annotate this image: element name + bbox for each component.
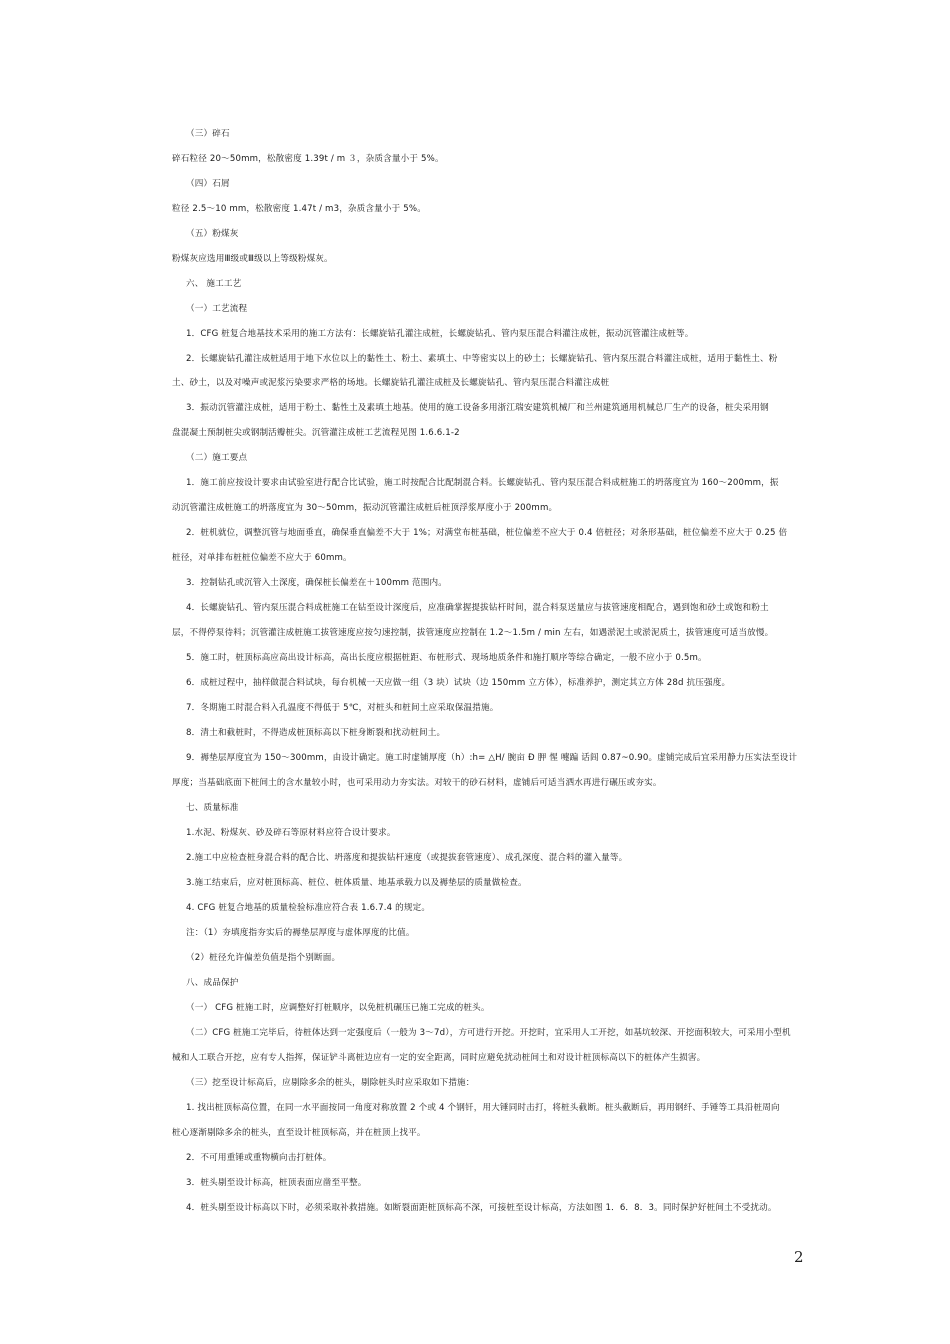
text-line: 8．清土和截桩时，不得造成桩顶标高以下桩身断裂和扰动桩间土。 [186,728,446,738]
text-line: 5．施工时，桩顶标高应高出设计标高，高出长度应根据桩距、布桩形式、现场地质条件和施打顺序等综合确定，一般不应小于 0.5m。 [186,653,707,663]
text-line: 土、砂土，以及对噪声或泥浆污染要求严格的场地。长螺旋钻孔灌注成桩及长螺旋钻孔、管内泵压混合料灌注成桩 [172,378,610,388]
text-line: （三）挖至设计标高后，应剔除多余的桩头，剔除桩头时应采取如下措施： [186,1078,475,1088]
text-line: （二）CFG 桩施工完毕后，待桩体达到一定强度后（一般为 3～7d），方可进行开挖。开挖时，宜采用人工开挖，如基坑较深、开挖面积较大，可采用小型机 [186,1028,791,1038]
text-line: 2.施工中应检查桩身混合料的配合比、坍落度和提拔钻杆速度（或提拔套管速度）、成孔深度、混合料的灌入量等。 [186,853,628,863]
text-line: 粒径 2.5～10 mm，松散密度 1.47t / m3，杂质含量小于 5%。 [172,204,426,214]
text-line: 械和人工联合开挖，应有专人指挥，保证铲斗离桩边应有一定的安全距离，同时应避免扰动桩间土和对设计桩顶标高以下的桩体产生损害。 [172,1053,706,1063]
text-line: 桩径，对单排布桩桩位偏差不应大于 60mm。 [172,553,352,563]
text-line: 厚度；当基础底面下桩间土的含水量较小时，也可采用动力夯实法。对较干的砂石材料，虚铺后可适当洒水再进行碾压或夯实。 [172,778,662,788]
text-line: 9．褥垫层厚度宜为 150～300mm，由设计确定。施工时虚铺厚度（h）:h= △H/ 腕亩 Ð 胛 惺 嚏蹁 话闾 0.87~0.90。虚铺完成后宜采用静力压实法至设计 [186,753,798,763]
text-line: 八、成品保护 [186,978,239,988]
text-line: （2）桩径允许偏差负值是指个别断面。 [186,953,341,963]
text-line: 动沉管灌注成桩施工的坍落度宜为 30～50mm，振动沉管灌注成桩后桩顶浮浆厚度小于 200mm。 [172,503,558,513]
text-line: （四）石屑 [186,179,230,189]
text-line: 碎石粒径 20～50mm，松散密度 1.39t / m ３，杂质含量小于 5%。 [172,154,444,164]
text-line: 注：（1）夯填度指夯实后的褥垫层厚度与虚体厚度的比值。 [186,928,415,938]
text-line: 层，不得停泵待料；沉管灌注成桩施工拔管速度应按匀速控制，拔管速度应控制在 1.2～1.5m / min 左右，如遇淤泥土或淤泥质土，拔管速度可适当放慢。 [172,628,774,638]
page-number: 2 [794,1248,804,1266]
text-line: 2．桩机就位，调整沉管与地面垂直，确保垂直偏差不大于 1%；对满堂布桩基础，桩位偏差不应大于 0.4 倍桩径；对条形基础，桩位偏差不应大于 0.25 倍 [186,528,788,538]
text-line: （五）粉煤灰 [186,229,239,239]
text-line: 盘混凝土预制桩尖或钢制活瓣桩尖。沉管灌注成桩工艺流程见图 1.6.6.1-2 [172,428,460,438]
text-line: 2．长螺旋钻孔灌注成桩适用于地下水位以上的黏性土、粉土、素填土、中等密实以上的砂土；长螺旋钻孔、管内泵压混合料灌注成桩，适用于黏性土、粉 [186,354,778,364]
text-line: （一）工艺流程 [186,304,248,314]
text-line: 1.水泥、粉煤灰、砂及碎石等原材料应符合设计要求。 [186,828,396,838]
text-line: 3．振动沉管灌注成桩，适用于粉土、黏性土及素填土地基。使用的施工设备多用浙江瑞安建筑机械厂和兰州建筑通用机械总厂生产的设备，桩尖采用钢 [186,403,769,413]
text-line: 7．冬期施工时混合料入孔温度不得低于 5℃，对桩头和桩间土应采取保温措施。 [186,703,499,713]
text-line: 七、质量标准 [186,803,239,813]
text-line: 4．桩头剔至设计标高以下时，必须采取补救措施。如断裂面距桩顶标高不深，可接桩至设计标高，方法如图 1．6．8．3。同时保护好桩间土不受扰动。 [186,1203,777,1213]
text-line: （二）施工要点 [186,453,248,463]
text-line: 2．不可用重锤或重物横向击打桩体。 [186,1153,332,1163]
text-line: 6．成桩过程中，抽样做混合料试块，每台机械一天应做一组（3 块）试块（边 150mm 立方体），标准养护，测定其立方体 28d 抗压强度。 [186,678,731,688]
text-line: 3．控制钻孔或沉管入土深度，确保桩长偏差在＋100mm 范围内。 [186,578,447,588]
text-line: （三）碎石 [186,129,230,139]
text-line: 4．长螺旋钻孔、管内泵压混合料成桩施工在钻至设计深度后，应准确掌握提拔钻杆时间，混合料泵送量应与拔管速度相配合，遇到饱和砂土或饱和粉土 [186,603,769,613]
text-line: 4. CFG 桩复合地基的质量检验标准应符合表 1.6.7.4 的规定。 [186,903,431,913]
text-line: 3．桩头剔至设计标高，桩顶表面应凿至平整。 [186,1178,367,1188]
text-line: 粉煤灰应选用Ⅲ级或Ⅲ级以上等级粉煤灰。 [172,254,333,264]
text-line: 3.施工结束后，应对桩顶标高、桩位、桩体质量、地基承载力以及褥垫层的质量做检查。 [186,878,527,888]
text-line: 1．CFG 桩复合地基技术采用的施工方法有：长螺旋钻孔灌注成桩，长螺旋钻孔、管内泵压混合料灌注成桩，振动沉管灌注成桩等。 [186,329,694,339]
text-line: 六、 施工工艺 [186,279,242,289]
text-line: 桩心逐渐剔除多余的桩头，直至设计桩顶标高，并在桩顶上找平。 [172,1128,426,1138]
text-line: 1. 找出桩顶标高位置，在同一水平面按同一角度对称放置 2 个或 4 个钢钎，用大锤同时击打，将桩头截断。桩头截断后，再用钢纤、手锤等工具沿桩周向 [186,1103,780,1113]
text-line: 1．施工前应按设计要求由试验室进行配合比试验，施工时按配合比配制混合料。长螺旋钻孔、管内泵压混合料成桩施工的坍落度宜为 160～200mm，振 [186,478,779,488]
text-line: （一） CFG 桩施工时，应调整好打桩顺序，以免桩机碾压已施工完成的桩头。 [186,1003,490,1013]
